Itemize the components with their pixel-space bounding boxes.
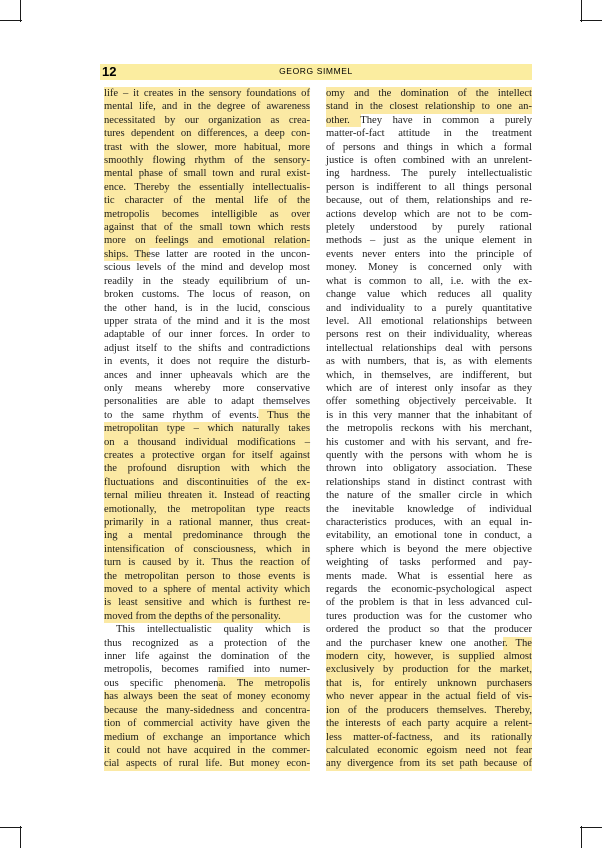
text-line[interactable]: fluctuations and discontinuities of the ex- <box>104 476 310 488</box>
page-header <box>102 64 530 80</box>
text-line[interactable]: creates a protective organ for itself against <box>104 449 310 461</box>
crop-mark-bottom-right-h <box>580 827 602 828</box>
text-line[interactable]: personalities are able to adapt themselves <box>104 396 310 408</box>
text-line[interactable]: This intellectualistic quality which is <box>116 624 310 636</box>
text-line[interactable]: trast with the slower, more habitual, more <box>104 141 310 153</box>
text-line[interactable]: methods – just as the unique element in <box>326 235 532 247</box>
text-line[interactable]: of the problem is that in less advanced cul- <box>326 597 532 609</box>
text-line[interactable]: exclusively by production for the market, <box>326 664 532 676</box>
text-line[interactable]: omy and the domination of the intellect <box>326 88 532 99</box>
text-line[interactable]: who never appear in the actual field of vis- <box>326 691 532 703</box>
text-line[interactable]: cial aspects of rural life. But money econ- <box>104 758 310 770</box>
text-line[interactable]: in events, it does not require the disturb- <box>104 356 310 368</box>
text-line[interactable]: quently with the persons with whom he is <box>326 449 532 461</box>
text-line[interactable]: mental phase of small town and rural exist- <box>104 168 310 180</box>
crop-mark-bottom-right <box>581 826 582 848</box>
text-line[interactable]: the other hand, is in the lucid, conscious <box>104 302 310 314</box>
crop-mark-top-right-h <box>580 20 602 21</box>
text-line[interactable]: matter-of-fact attitude in the treatment <box>326 128 532 140</box>
text-line[interactable]: any divergence from its set path because of <box>326 758 532 770</box>
text-line[interactable]: tion of commercial activity have given the <box>104 718 310 730</box>
text-line[interactable]: stand in the closest relationship to one an- <box>326 101 532 113</box>
text-line[interactable]: change value which reduces all quality <box>326 289 532 301</box>
text-line[interactable]: tic character of the mental life of the <box>104 195 310 207</box>
text-line[interactable]: his customer and with his servant, and fre- <box>326 436 532 448</box>
text-line[interactable]: ion of the producers themselves. Thereby, <box>326 704 532 716</box>
text-line[interactable]: ous specific phenomena. The metropolis <box>104 677 310 689</box>
text-line[interactable]: has always been the seat of money economy <box>104 691 310 703</box>
text-line[interactable]: the metropolitan person to those events is <box>104 570 310 582</box>
text-line[interactable]: primarily in a rational manner, thus creat- <box>104 517 310 528</box>
text-line[interactable]: moved from the depths of the personality. <box>104 610 310 623</box>
text-line[interactable]: regards the economic-psychological aspect <box>326 584 532 596</box>
left-column <box>104 87 310 771</box>
text-line[interactable]: person is indifferent to all things personal <box>326 181 532 193</box>
text-line[interactable]: emotionally, the metropolitan type reacts <box>104 503 310 515</box>
text-line[interactable]: ances and inner upheavals which are the <box>104 369 310 381</box>
text-line[interactable]: relationships stand in distinct contrast with <box>326 476 532 488</box>
text-line[interactable]: to the same rhythm of events. Thus the <box>104 409 310 421</box>
text-line[interactable]: ternal milieu threaten it. Instead of reacting <box>104 490 310 502</box>
text-line[interactable]: thrown into obligatory association. These <box>326 463 532 475</box>
text-line[interactable]: intensification of consciousness, which in <box>104 543 310 555</box>
text-line[interactable]: other. They have in common a purely <box>326 114 532 126</box>
text-line[interactable]: weighting of tasks performed and pay- <box>326 557 532 569</box>
text-line[interactable]: that is, for entirely unknown purchasers <box>326 677 532 689</box>
text-line[interactable]: metropolis becomes intelligible as over <box>104 208 310 220</box>
text-line[interactable]: ordered the product so that the producer <box>326 624 532 636</box>
text-line[interactable]: justice is often combined with an unrelent- <box>326 155 532 167</box>
text-line[interactable]: because the many-sidedness and concentra- <box>104 704 310 716</box>
text-line[interactable]: medium of exchange an importance which <box>104 731 310 743</box>
text-line[interactable]: and the purchaser knew one another. The <box>326 637 532 649</box>
text-line[interactable]: necessitated by our organization as crea- <box>104 114 310 126</box>
text-line[interactable]: ing a mental predominance through the <box>104 530 310 542</box>
text-line[interactable]: upper strata of the mind and it is the most <box>104 315 310 327</box>
text-line[interactable]: ments made. What is essential here as <box>326 570 532 582</box>
text-line[interactable]: life – it creates in the sensory foundations of <box>104 88 310 99</box>
text-line[interactable]: adjust itself to the shifts and contradictions <box>104 342 310 354</box>
crop-mark-top-right <box>581 0 582 22</box>
text-line[interactable]: more on feelings and emotional relation- <box>104 235 310 247</box>
text-line[interactable]: which, in themselves, are indifferent, but <box>326 369 532 381</box>
text-line[interactable]: scious levels of the mind and develop most <box>104 262 310 274</box>
text-line[interactable]: modern city, however, is supplied almost <box>326 651 532 663</box>
text-line[interactable]: as with numbers, that is, as with elements <box>326 356 532 368</box>
text-line[interactable]: against that of the small town which rests <box>104 222 310 234</box>
crop-mark-bottom-left-h <box>0 827 22 828</box>
crop-mark-bottom-left <box>20 826 21 848</box>
text-line[interactable]: broken customs. The locus of reason, on <box>104 289 310 301</box>
text-line[interactable]: what is common to all, i.e. with the ex- <box>326 275 532 287</box>
text-line[interactable]: pletely understood by purely rational <box>326 222 532 234</box>
text-line[interactable]: which are of interest only insofar as they <box>326 382 532 394</box>
text-line[interactable]: calculated economic egoism need not fear <box>326 744 532 756</box>
text-line[interactable]: metropolitan type – which naturally takes <box>104 423 310 435</box>
text-line[interactable]: sphere which is beyond the mere objective <box>326 543 532 555</box>
page-number: 12 <box>102 64 117 79</box>
text-line[interactable]: the profound disruption with which the <box>104 463 310 475</box>
text-line[interactable]: the interests of each party acquire a relent- <box>326 718 532 730</box>
text-line[interactable]: ing hardness. The purely intellectualistic <box>326 168 532 180</box>
text-line[interactable]: it could not have acquired in the commer- <box>104 744 310 756</box>
running-head: GEORG SIMMEL <box>279 66 353 76</box>
text-line[interactable]: offer something objectively perceivable. It <box>326 396 532 408</box>
text-line[interactable]: thus recognized as a protection of the <box>104 637 310 649</box>
text-line[interactable]: the nature of the smaller circle in which <box>326 490 532 502</box>
text-line[interactable]: and individuality to a purely quantitative <box>326 302 532 314</box>
text-line[interactable]: intellectual relationships deal with persons <box>326 342 532 354</box>
text-line[interactable]: inner life against the domination of the <box>104 651 310 663</box>
text-line[interactable]: because, out of them, relationships and re- <box>326 195 532 207</box>
text-line[interactable]: ence. Thereby the essentially intellectualis- <box>104 181 310 193</box>
right-column <box>326 87 532 771</box>
text-line[interactable]: ships. These latter are rooted in the uncon- <box>104 248 310 260</box>
text-line[interactable]: persons rest on their individuality, whereas <box>326 329 532 341</box>
crop-mark-top-left <box>20 0 21 22</box>
text-line[interactable]: level. All emotional relationships between <box>326 315 532 327</box>
text-line[interactable]: metropolis, becomes ramified into numer- <box>104 664 310 676</box>
text-line[interactable]: of persons and things in which a formal <box>326 141 532 153</box>
crop-mark-top-left-h <box>0 20 22 21</box>
text-line[interactable]: tures dependent on differences, a deep con- <box>104 128 310 140</box>
text-line[interactable]: tures production was for the customer who <box>326 610 532 622</box>
text-line[interactable]: on a thousand individual modifications – <box>104 436 310 448</box>
text-line[interactable]: readily in the steady equilibrium of un- <box>104 275 310 287</box>
text-line[interactable]: adaptable of our inner forces. In order to <box>104 329 310 341</box>
text-line[interactable]: is least sensitive and which is furthest re- <box>104 597 310 609</box>
text-line[interactable]: is in this very manner that the inhabitant of <box>326 409 532 421</box>
text-line[interactable]: mental life, and in the degree of awareness <box>104 101 310 113</box>
text-line[interactable]: actions develop which are not to be com- <box>326 208 532 220</box>
text-line[interactable]: moved to a sphere of mental activity which <box>104 584 310 596</box>
text-line[interactable]: money. Money is concerned only with <box>326 262 532 274</box>
text-line[interactable]: events never enters into the principle of <box>326 248 532 260</box>
text-line[interactable]: the inevitable knowledge of individual <box>326 503 532 515</box>
text-line[interactable]: smoothly flowing rhythm of the sensory- <box>104 155 310 167</box>
text-line[interactable]: turn is caused by it. Thus the reaction of <box>104 557 310 569</box>
text-line[interactable]: characteristics produces, with an equal in- <box>326 517 532 528</box>
text-line[interactable]: only means whereby more conservative <box>104 382 310 394</box>
text-line[interactable]: the metropolis reckons with his merchant, <box>326 423 532 435</box>
text-line[interactable]: less matter-of-factness, and its rationally <box>326 731 532 743</box>
text-line[interactable]: evitability, an emotional tone in conduct, a <box>326 530 532 542</box>
